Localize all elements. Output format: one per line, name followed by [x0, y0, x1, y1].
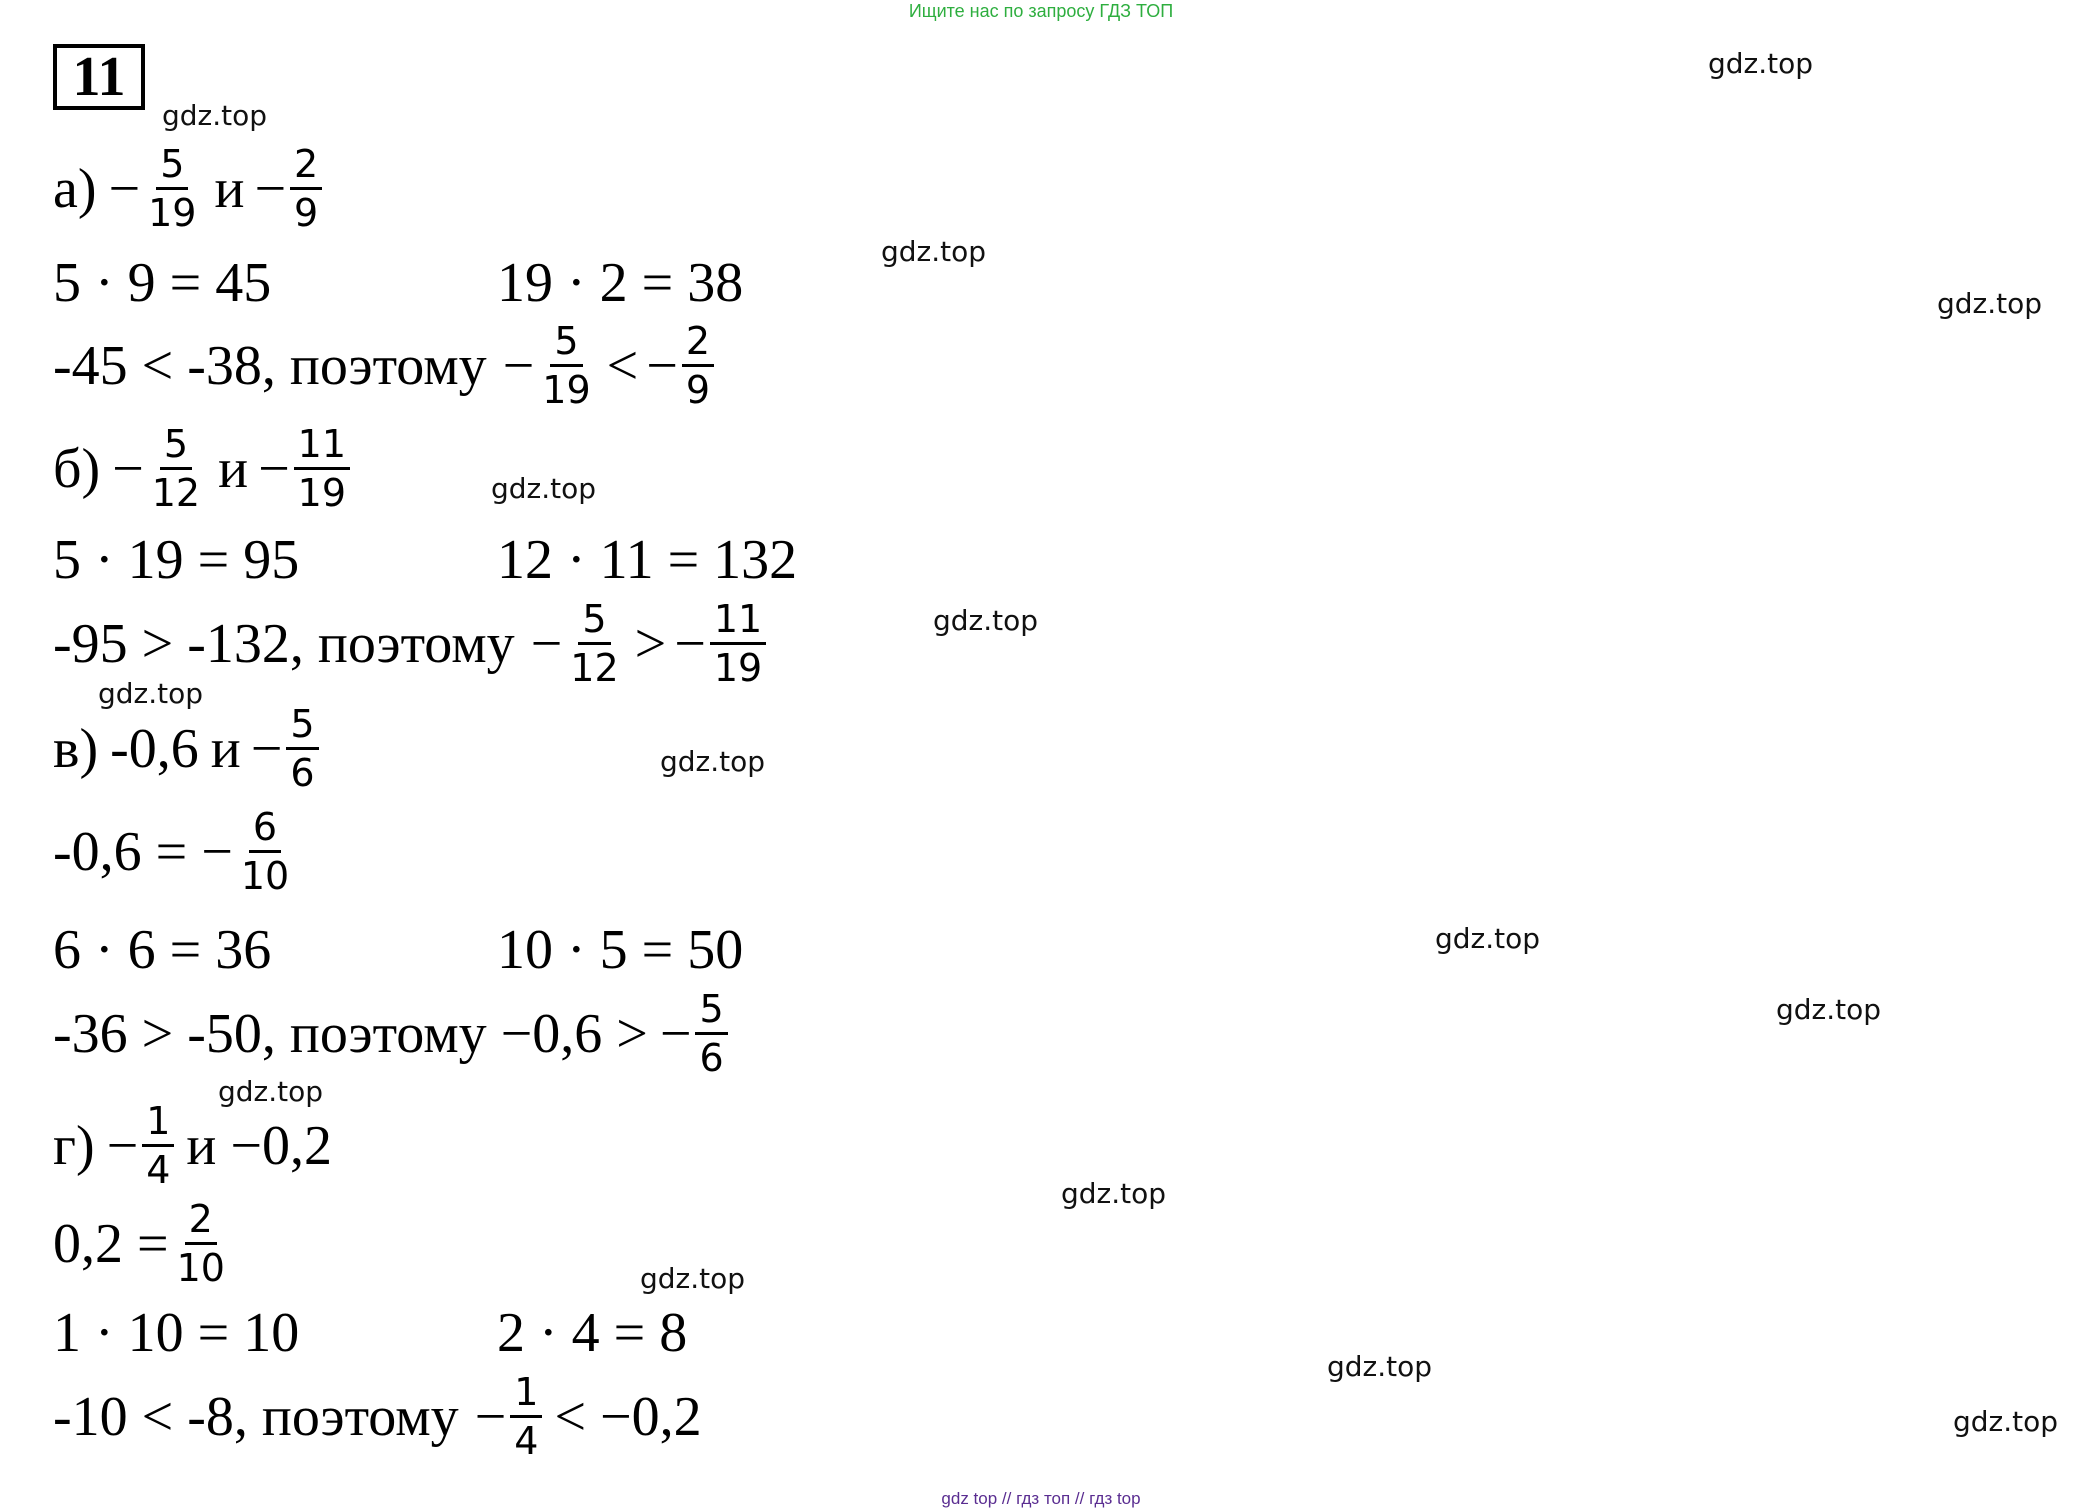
- part-g-c-f-sign: −: [474, 1385, 507, 1448]
- part-b-label: б): [53, 437, 101, 500]
- part-a-f2-sign: −: [254, 157, 287, 220]
- part-g-conversion-text: 0,2 =: [53, 1212, 169, 1275]
- part-b-calc-2: 12 · 11 = 132: [497, 529, 798, 591]
- part-v-conversion-fraction: [237, 805, 293, 898]
- part-v-calc-1: 6 · 6 = 36: [53, 919, 272, 981]
- top-banner[interactable]: Ищите нас по запросу ГДЗ ТОП: [908, 1, 1174, 21]
- part-v-c-f-sign: −: [659, 1002, 692, 1065]
- part-b-f1-sign: −: [112, 437, 144, 500]
- numerator: 11: [710, 600, 766, 645]
- part-v-value: -0,6: [110, 717, 199, 780]
- part-g-conclusion-suffix: < −0,2: [554, 1385, 702, 1448]
- part-g-calc-1: 1 · 10 = 10: [53, 1302, 300, 1364]
- numerator: 2: [185, 1200, 217, 1245]
- part-a-calc-2: 19 · 2 = 38: [497, 252, 744, 314]
- problem-number: 11: [53, 44, 145, 110]
- part-b-heading: [53, 422, 354, 515]
- part-b-c-f1-sign: −: [530, 612, 563, 675]
- part-b-c-fraction-1: [566, 597, 622, 690]
- part-b-c-fraction-2: [710, 597, 766, 690]
- numerator: 5: [156, 145, 188, 190]
- part-b-conclusion: [53, 597, 770, 690]
- part-v-conjunction: и: [210, 717, 241, 780]
- watermark: gdz.top: [640, 1262, 746, 1295]
- part-b-fraction-2: [294, 422, 350, 515]
- part-a-heading: [53, 142, 326, 235]
- part-g-fraction: [142, 1099, 174, 1192]
- watermark: gdz.top: [218, 1075, 324, 1108]
- numerator: 6: [249, 808, 281, 853]
- denominator: 10: [240, 854, 290, 898]
- part-g-f-sign: −: [106, 1114, 139, 1177]
- denominator: 19: [297, 471, 347, 515]
- part-b-conjunction: и: [218, 437, 249, 500]
- denominator: 19: [148, 191, 197, 235]
- part-v-conclusion-text: -36 > -50, поэтому −0,6 >: [53, 1002, 648, 1065]
- numerator: 5: [550, 322, 582, 367]
- denominator: 9: [294, 191, 319, 235]
- denominator: 19: [542, 368, 591, 412]
- part-v-c-fraction: [695, 987, 727, 1080]
- part-v-f-sign: −: [250, 717, 283, 780]
- part-g-conclusion-text: -10 < -8, поэтому: [53, 1385, 459, 1448]
- numerator: 2: [290, 145, 322, 190]
- part-g-conclusion: [53, 1370, 702, 1463]
- part-a-conclusion: [53, 319, 718, 412]
- numerator: 5: [160, 425, 192, 470]
- part-v-conversion: [53, 805, 297, 898]
- watermark: gdz.top: [1708, 47, 1814, 80]
- denominator: 10: [176, 1246, 225, 1290]
- part-b-f2-sign: −: [258, 437, 290, 500]
- part-g-c-fraction: [510, 1370, 542, 1463]
- watermark: gdz.top: [1435, 922, 1541, 955]
- part-v-fraction: [286, 702, 318, 795]
- part-v-label: в): [53, 717, 99, 780]
- part-v-conversion-text: -0,6 = −: [53, 820, 233, 883]
- part-a-c-fraction-2: [682, 319, 714, 412]
- part-v-calc-2: 10 · 5 = 50: [497, 919, 744, 981]
- part-a-calc-1: 5 · 9 = 45: [53, 252, 272, 314]
- denominator: 12: [151, 471, 201, 515]
- part-g-label: г): [53, 1114, 95, 1177]
- part-a-conclusion-text: -45 < -38, поэтому: [53, 334, 487, 397]
- part-a-f1-sign: −: [108, 157, 141, 220]
- part-a-label: а): [53, 157, 97, 220]
- part-a-c-f2-sign: −: [646, 334, 678, 397]
- part-a-relation: <: [606, 334, 639, 397]
- part-g-heading: [53, 1099, 332, 1192]
- part-b-fraction-1: [148, 422, 204, 515]
- watermark: gdz.top: [881, 235, 987, 268]
- part-g-calc-2: 2 · 4 = 8: [497, 1302, 688, 1364]
- denominator: 19: [713, 646, 763, 690]
- watermark: gdz.top: [1937, 287, 2043, 320]
- part-a-c-f1-sign: −: [502, 334, 535, 397]
- part-g-conjunction: и −0,2: [186, 1114, 332, 1177]
- numerator: 1: [510, 1373, 542, 1418]
- watermark: gdz.top: [1776, 993, 1882, 1026]
- numerator: 5: [578, 600, 610, 645]
- numerator: 2: [682, 322, 714, 367]
- numerator: 11: [294, 425, 350, 470]
- watermark: gdz.top: [491, 472, 597, 505]
- footer-links[interactable]: gdz top // гдз топ // гдз top: [941, 1489, 1141, 1508]
- denominator: 12: [570, 646, 619, 690]
- part-b-relation: >: [634, 612, 667, 675]
- numerator: 5: [695, 990, 727, 1035]
- part-b-calc-1: 5 · 19 = 95: [53, 529, 300, 591]
- watermark: gdz.top: [1953, 1405, 2059, 1438]
- numerator: 1: [142, 1102, 174, 1147]
- denominator: 4: [146, 1148, 171, 1192]
- numerator: 5: [286, 705, 318, 750]
- part-a-conjunction: и: [214, 157, 245, 220]
- part-b-c-f2-sign: −: [674, 612, 706, 675]
- part-a-fraction-2: [290, 142, 322, 235]
- watermark: gdz.top: [1327, 1350, 1433, 1383]
- watermark: gdz.top: [660, 745, 766, 778]
- watermark: gdz.top: [933, 604, 1039, 637]
- denominator: 9: [685, 368, 710, 412]
- part-g-conversion: [53, 1197, 233, 1290]
- part-a-fraction-1: [144, 142, 200, 235]
- denominator: 4: [514, 1419, 539, 1463]
- watermark: gdz.top: [162, 99, 268, 132]
- denominator: 6: [290, 751, 315, 795]
- denominator: 6: [699, 1036, 724, 1080]
- part-b-conclusion-text: -95 > -132, поэтому: [53, 612, 515, 675]
- part-v-heading: [53, 702, 323, 795]
- part-a-c-fraction-1: [538, 319, 594, 412]
- watermark: gdz.top: [1061, 1177, 1167, 1210]
- watermark: gdz.top: [98, 677, 204, 710]
- part-v-conclusion: [53, 987, 732, 1080]
- part-g-conversion-fraction: [173, 1197, 229, 1290]
